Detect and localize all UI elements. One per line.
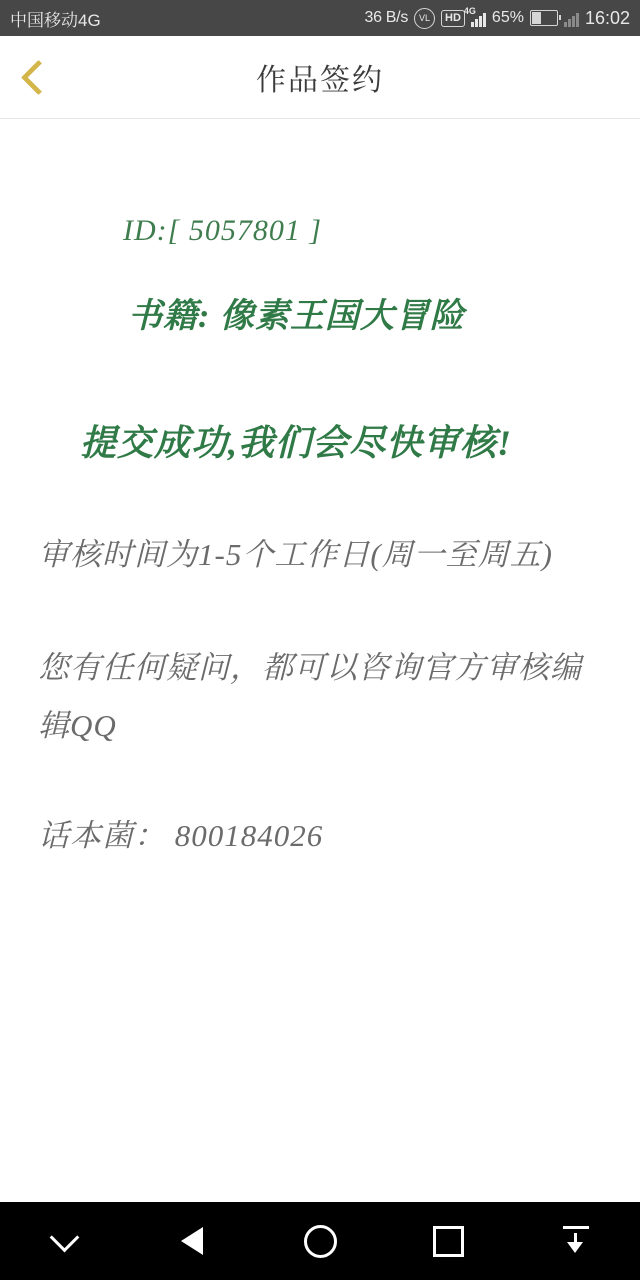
status-bar	[0, 0, 640, 36]
content-area	[0, 214, 640, 855]
review-time-text: 审核时间为1-5个工作日(周一至周五)	[38, 537, 553, 572]
page-title: 作品签约	[256, 64, 384, 97]
home-circle-icon	[304, 1225, 337, 1258]
carrier-label: 中国移动4G	[10, 10, 101, 30]
back-triangle-icon	[181, 1227, 203, 1255]
title-bar	[0, 36, 640, 119]
book-title-text: 书籍: 像素王国大冒险	[128, 298, 465, 335]
back-button[interactable]	[0, 36, 70, 118]
status-bar-left	[10, 6, 101, 31]
battery-icon	[530, 10, 558, 26]
volte-icon: VL	[414, 8, 435, 29]
submit-success-text: 提交成功,我们会尽快审核!	[80, 423, 513, 463]
nav-recents-button[interactable]	[408, 1202, 488, 1280]
contact-hint-text: 您有任何疑问，都可以咨询官方审核编辑QQ	[38, 650, 582, 743]
nav-download-button[interactable]	[536, 1202, 616, 1280]
work-id-text: ID:[ 5057801 ]	[123, 214, 322, 247]
hd-icon: HD	[441, 10, 465, 27]
network-gen-label: 4G	[463, 6, 476, 16]
back-chevron-icon	[20, 59, 55, 94]
qq-contact-text: 话本菌： 800184026	[38, 818, 324, 854]
chevron-down-icon	[49, 1222, 79, 1252]
clock-label: 16:02	[584, 7, 630, 28]
battery-percent-label: 65%	[491, 9, 524, 26]
nav-back-button[interactable]	[152, 1202, 232, 1280]
recents-square-icon	[433, 1226, 464, 1257]
network-speed-label: 36 B/s	[364, 9, 409, 26]
hide-keyboard-button[interactable]	[24, 1202, 104, 1280]
signal-strength-icon	[463, 6, 486, 27]
system-navigation-bar	[0, 1202, 640, 1280]
download-icon	[563, 1226, 589, 1256]
nav-home-button[interactable]	[280, 1202, 360, 1280]
signal-strength-icon-2	[564, 9, 579, 27]
status-bar-right	[364, 8, 630, 29]
